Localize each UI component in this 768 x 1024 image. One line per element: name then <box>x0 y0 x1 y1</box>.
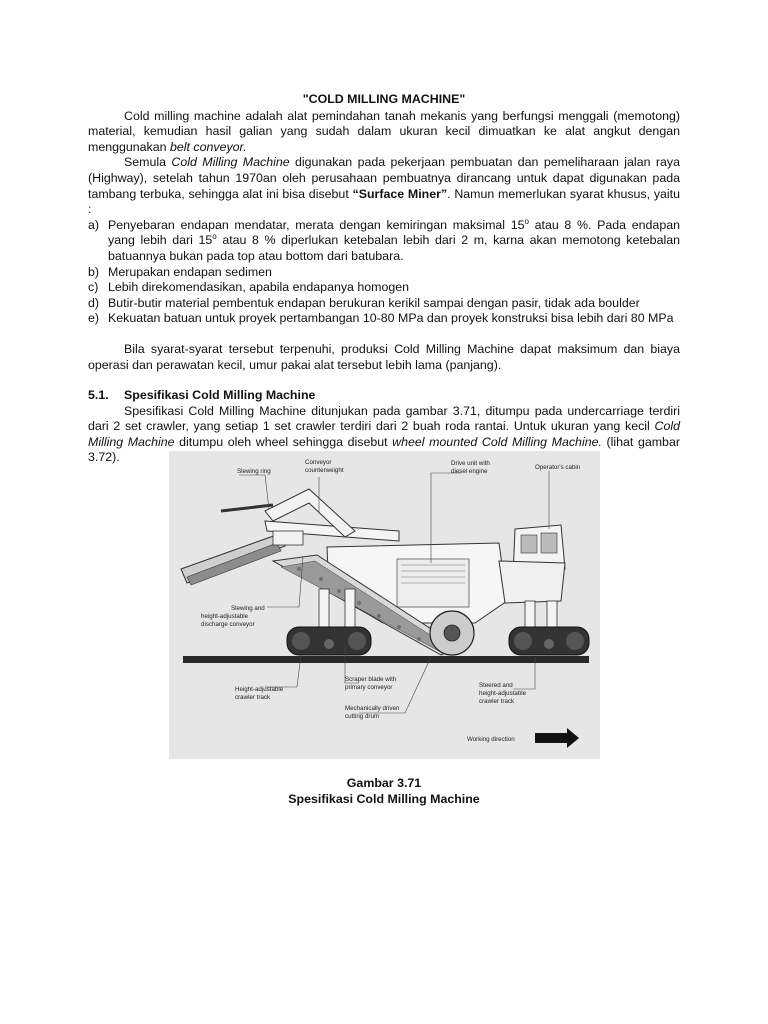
criteria-text: Merupakan endapan sedimen <box>108 264 272 279</box>
section-p-italic-2: wheel mounted Cold Milling Machine. <box>392 434 602 449</box>
criteria-a-text-2: atau 8 %. Pada endapan yang lebih dari 15 <box>108 217 680 248</box>
label-conveyor-counterweight: Conveyor <box>305 459 332 466</box>
ground-line <box>183 656 589 663</box>
criteria-marker: c) <box>88 280 99 295</box>
caption-number: Gambar 3.71 <box>346 776 422 790</box>
section-title: Spesifikasi Cold Milling Machine <box>124 388 316 403</box>
label-discharge-conveyor: height-adjustable <box>201 613 249 620</box>
label-height-adjustable-track: crawler track <box>235 694 271 701</box>
document-body <box>88 92 680 466</box>
machine-figure <box>169 451 600 759</box>
label-conveyor-counterweight: counterweight <box>305 467 344 474</box>
criteria-item <box>88 296 680 312</box>
label-working-direction: Working direction <box>467 736 515 743</box>
label-steered-track: crawler track <box>479 698 515 705</box>
caption-title: Spesifikasi Cold Milling Machine <box>288 792 480 806</box>
label-steered-track: Steered and <box>479 682 513 689</box>
conclusion-paragraph: Bila syarat-syarat tersebut terpenuhi, produksi Cold Milling Machine dapat maksimum dan biaya operasi dan perawatan kecil, umur pakai alat tersebut lebih lama (panjang). <box>88 341 680 372</box>
criteria-a-text-1: Penyebaran endapan mendatar, merata dengan kemiringan maksimal 15 <box>108 217 525 232</box>
intro-p2-b: digunakan pada pekerjaan pembuatan dan pemeliharaan jalan raya (Highway), setelah tahun 1970an oleh perusahaan pembuatnya dirancang untuk dapat digunakan pada tambang terbuka, sehingga alat ini bisa disebut <box>88 155 680 201</box>
label-slewing-ring: Slewing ring <box>237 468 271 475</box>
section-p-italic-1: Cold Milling Machine <box>88 419 680 449</box>
machine-diagram <box>169 451 600 759</box>
intro-p2-bold: “Surface Miner” <box>352 186 448 201</box>
label-steered-track: height-adjustable <box>479 690 527 697</box>
label-drive-unit: Drive unit with <box>451 460 490 467</box>
intro-p2-c: . Namun memerlukan syarat khusus, yaitu : <box>88 186 680 217</box>
label-scraper-blade: Scraper blade with <box>345 676 397 683</box>
label-cutting-drum: Mechanically driven <box>345 705 400 712</box>
label-cutting-drum: cutting drum <box>345 713 380 720</box>
rear-crawler-track <box>287 627 371 655</box>
criteria-list <box>88 218 680 327</box>
criteria-text: Lebih direkomendasikan, apabila endapanya homogen <box>108 280 410 295</box>
label-discharge-conveyor: discharge conveyor <box>201 621 255 628</box>
intro-paragraph-2 <box>88 155 680 217</box>
label-height-adjustable-track: Height-adjustable <box>235 686 284 693</box>
label-discharge-conveyor: Slewing and <box>231 605 265 612</box>
criteria-marker: e) <box>88 311 100 326</box>
intro-p2-italic: Cold Milling Machine <box>171 155 290 170</box>
degree-sup: o <box>212 232 217 242</box>
intro-p2-a: Semula <box>124 155 172 170</box>
label-operators-cabin: Operator's cabin <box>535 464 581 471</box>
section-number: 5.1. <box>88 388 109 403</box>
criteria-item <box>88 311 680 327</box>
criteria-text: Kekuatan batuan untuk proyek pertambangan 10-80 MPa dan proyek konstruksi bisa lebih dari 80 MPa <box>108 311 674 326</box>
front-crawler-track <box>509 627 589 655</box>
intro-p1-italic: belt conveyor. <box>169 139 247 154</box>
intro-paragraph-1 <box>88 109 680 156</box>
criteria-text: Butir-butir material pembentuk endapan berukuran kerikil sampai dengan pasir, tidak ada boulder <box>108 295 640 310</box>
criteria-item <box>88 265 680 281</box>
criteria-marker: b) <box>88 264 100 279</box>
figure-caption <box>88 775 680 807</box>
intro-p1-text: Cold milling machine adalah alat pemindahan tanah mekanis yang berfungsi menggali (memotong) material, kemudian hasil galian yang sudah dalam ukuran kecil dimuatkan ke alat angkut dengan menggunakan <box>88 108 680 154</box>
section-heading <box>88 388 680 404</box>
document-title: "COLD MILLING MACHINE" <box>302 92 466 106</box>
section-p-a: Spesifikasi Cold Milling Machine ditunjukan pada gambar 3.71, ditumpu pada undercarriage terdiri dari 2 set crawler, yang setiap 1 set crawler terdiri dari 2 buah roda rantai. Untuk ukuran yang kecil <box>88 403 680 434</box>
section-p-c: (lihat gambar 3.72). <box>88 434 680 465</box>
label-scraper-blade: primary conveyor <box>345 684 393 691</box>
label-drive-unit: diesel engine <box>451 468 488 475</box>
criteria-item <box>88 218 680 265</box>
criteria-marker: a) <box>88 217 100 232</box>
degree-sup: o <box>524 216 529 226</box>
section-p-b: ditumpu oleh wheel sehingga disebut <box>174 434 393 449</box>
criteria-a-text-3: atau 8 % diperlukan ketebalan lebih dari 2 m, karna akan memotong ketebalan batuannya bukan pada top atau bottom dari batubara. <box>108 233 681 263</box>
criteria-marker: d) <box>88 295 100 310</box>
criteria-item <box>88 280 680 296</box>
